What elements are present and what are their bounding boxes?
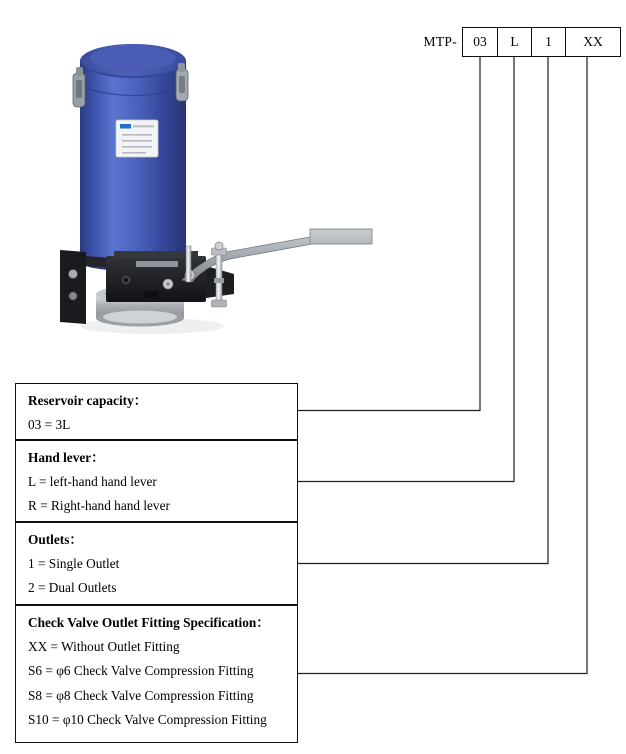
model-code-row: [415, 27, 621, 57]
reservoir-cylinder: [80, 44, 186, 271]
label-logo: [120, 124, 131, 129]
option-line: S10 = φ10 Check Valve Compression Fitting: [28, 711, 267, 727]
code-box-outlets: 1: [531, 27, 566, 57]
code-box-hand-lever: L: [497, 27, 532, 57]
code-box-fitting: XX: [565, 27, 621, 57]
legend-sections: [15, 383, 298, 743]
grease-pump-illustration: [40, 28, 380, 340]
model-code-prefix: MTP-: [423, 34, 457, 49]
code-box-reservoir-capacity: 03: [462, 27, 498, 57]
section-hand-lever: [15, 440, 298, 522]
section-title: Hand lever：: [28, 450, 105, 465]
option-line: XX = Without Outlet Fitting: [28, 639, 180, 654]
option-line: 2 = Dual Outlets: [28, 580, 117, 596]
section-outlets: [15, 522, 298, 605]
section-title: Reservoir capacity：: [28, 393, 148, 408]
section-reservoir-capacity: [15, 383, 298, 440]
option-line: L = left-hand hand lever: [28, 474, 157, 489]
section-title: Check Valve Outlet Fitting Specification：: [28, 615, 270, 630]
section-check-valve-fitting: [15, 605, 298, 743]
product-label: [116, 120, 158, 157]
option-line: S8 = φ8 Check Valve Compression Fitting: [28, 687, 254, 703]
option-line: 1 = Single Outlet: [28, 556, 120, 571]
section-title: Outlets：: [28, 532, 83, 547]
option-line: 03 = 3L: [28, 417, 71, 432]
option-line: R = Right-hand hand lever: [28, 498, 170, 514]
option-line: S6 = φ6 Check Valve Compression Fitting: [28, 663, 254, 679]
